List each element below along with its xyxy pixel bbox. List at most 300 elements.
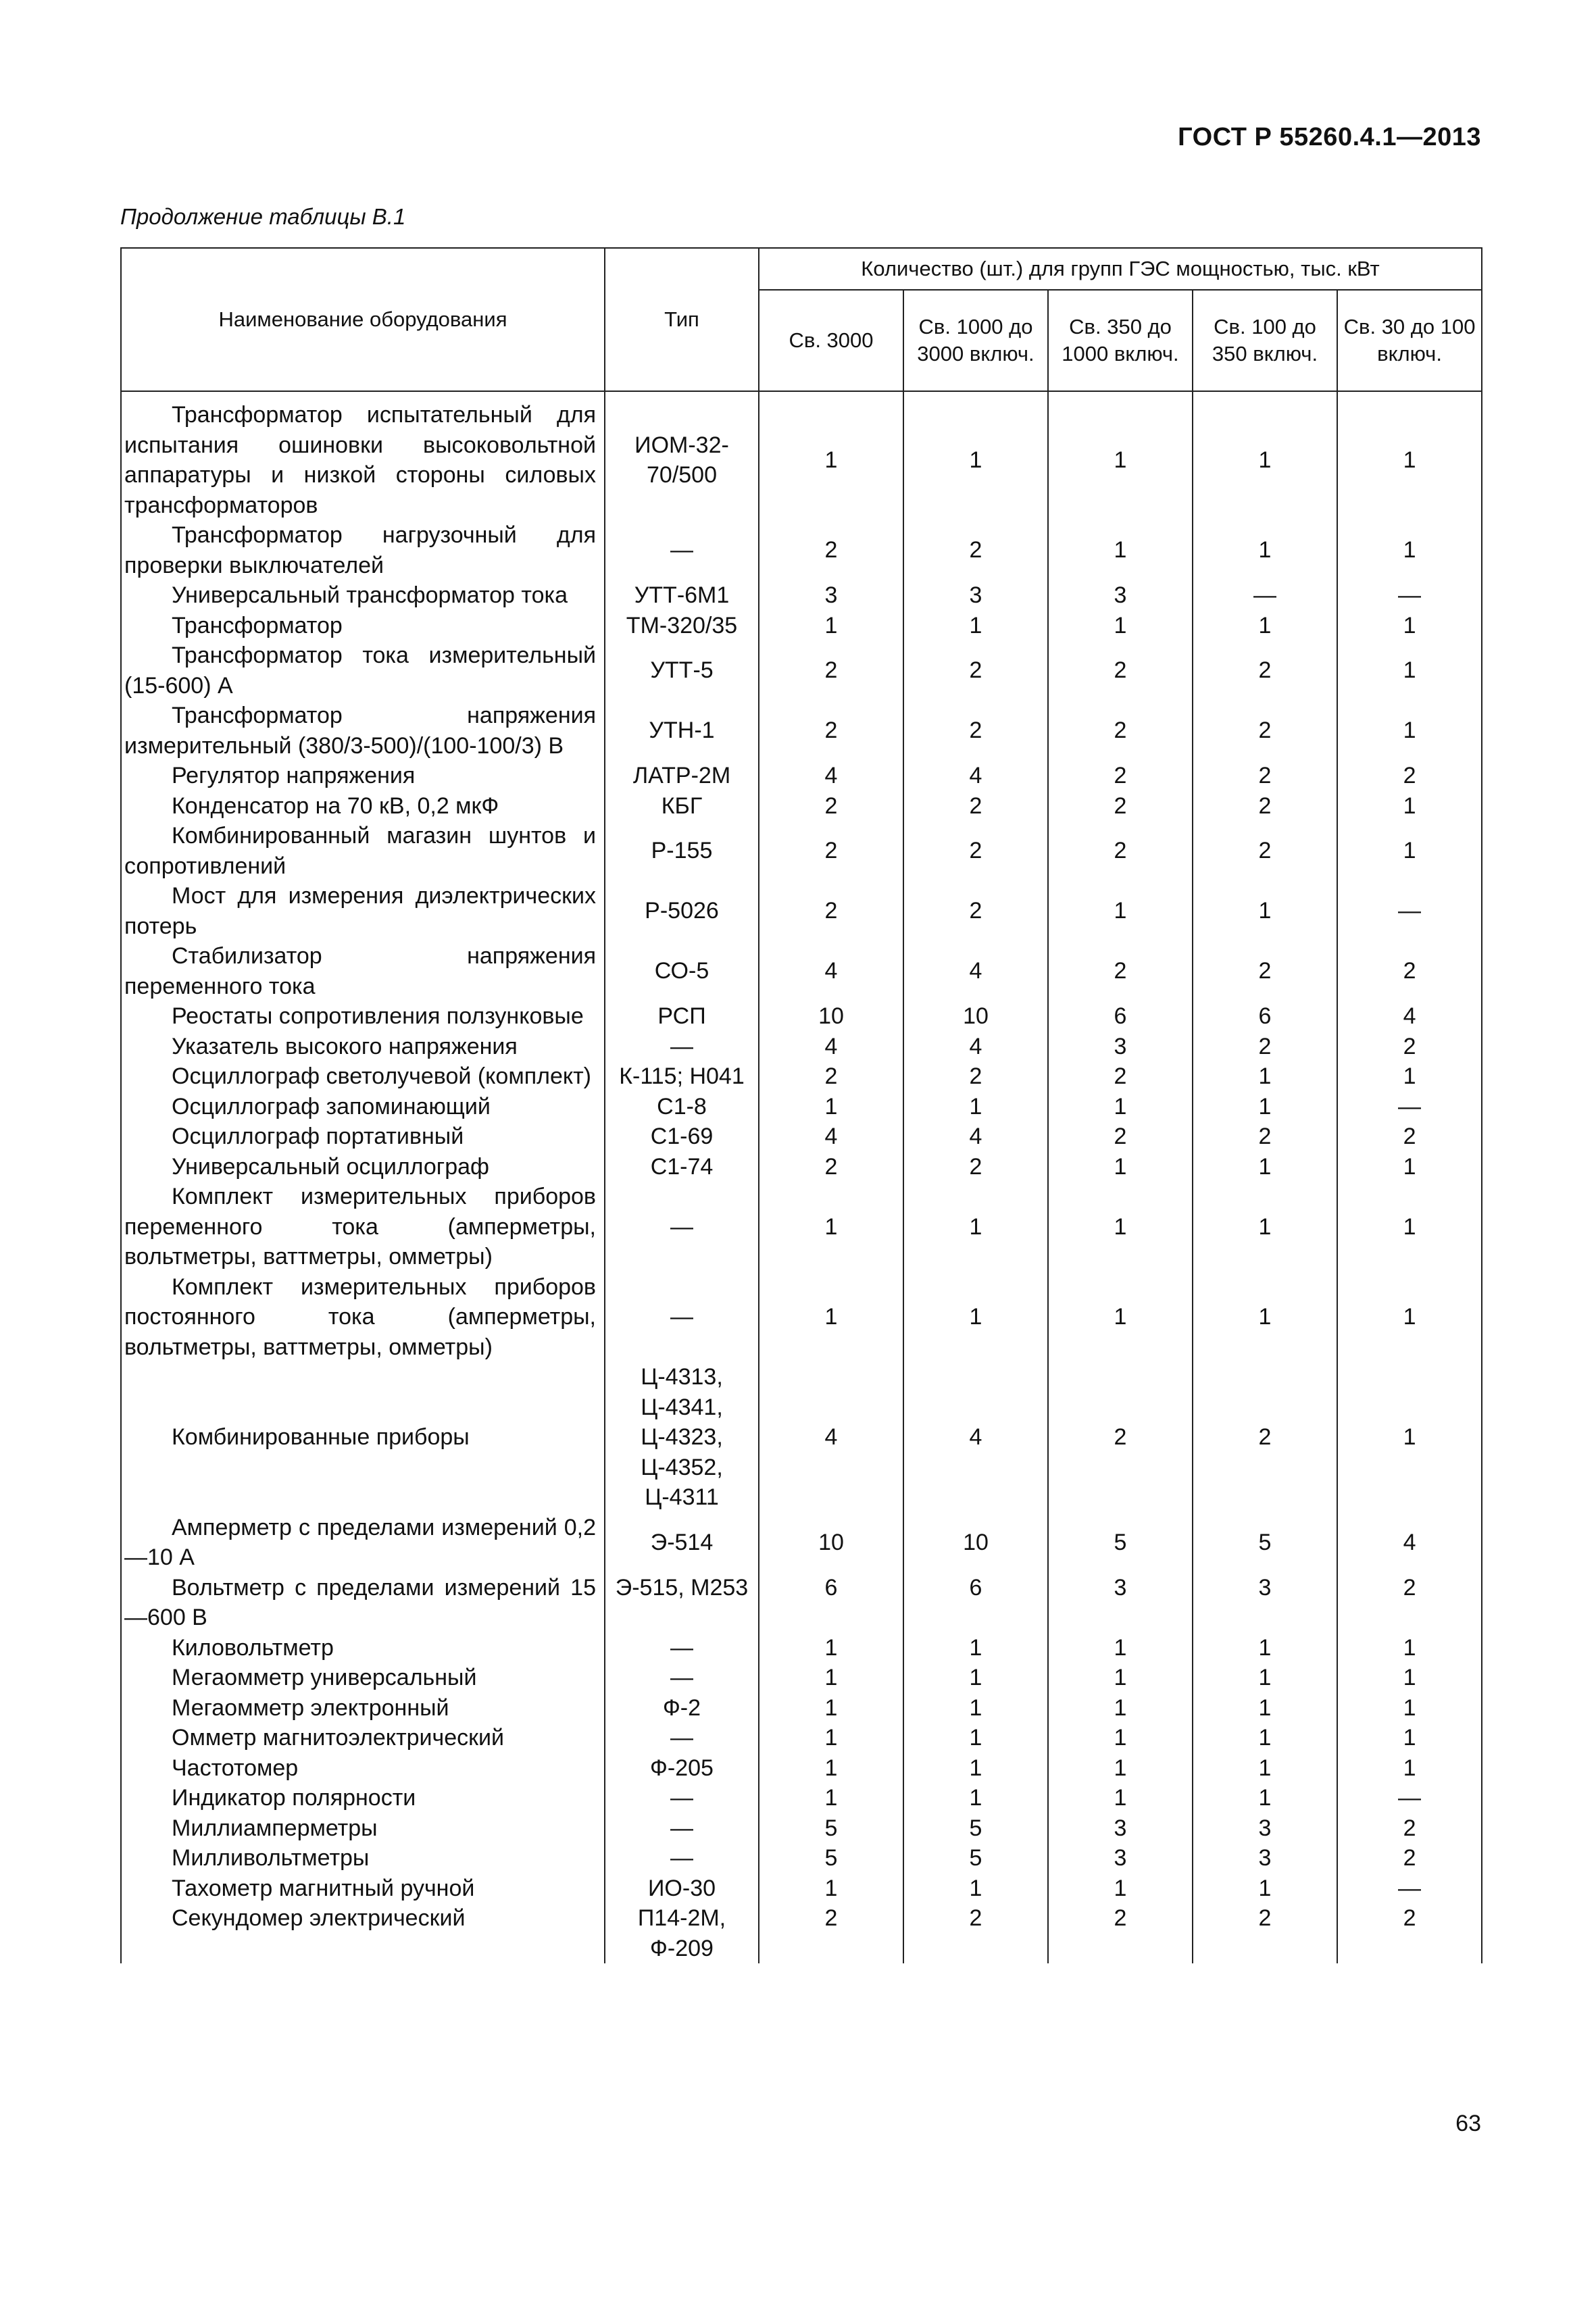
- equipment-name: Комплект измерительных приборов постоянного тока (амперметры, вольтметры, ваттметры, омметры): [124, 1274, 596, 1360]
- quantity-group-2: 2: [903, 1152, 1048, 1182]
- equipment-type: П14-2М, Ф-209: [605, 1903, 759, 1963]
- quantity-group-5: 2: [1337, 1843, 1482, 1873]
- equipment-name-cell: [121, 1843, 605, 1873]
- quantity-group-5: 1: [1337, 1753, 1482, 1784]
- equipment-type: Р-5026: [605, 881, 759, 941]
- quantity-group-3: 5: [1048, 1513, 1193, 1573]
- quantity-group-2: 1: [903, 1783, 1048, 1813]
- table-row: [121, 1272, 1482, 1363]
- equipment-name-cell: [121, 821, 605, 881]
- quantity-group-4: 1: [1193, 1092, 1337, 1122]
- quantity-group-2: 2: [903, 1903, 1048, 1963]
- equipment-name-cell: [121, 1061, 605, 1092]
- equipment-type: —: [605, 520, 759, 580]
- quantity-group-4: 1: [1193, 1783, 1337, 1813]
- quantity-group-2: 10: [903, 1001, 1048, 1032]
- quantity-group-4: 2: [1193, 791, 1337, 822]
- equipment-name-cell: [121, 1663, 605, 1693]
- equipment-name: Стабилизатор напряжения переменного тока: [124, 943, 596, 999]
- table-row: [121, 1753, 1482, 1784]
- subheader-group-4: Св. 100 до 350 включ.: [1193, 290, 1337, 391]
- quantity-group-2: 4: [903, 1032, 1048, 1062]
- page-number: 63: [1455, 2111, 1481, 2136]
- quantity-group-1: 2: [759, 701, 903, 761]
- quantity-group-1: 2: [759, 1152, 903, 1182]
- quantity-group-4: 2: [1193, 1122, 1337, 1152]
- quantity-group-1: 1: [759, 1633, 903, 1663]
- equipment-name-cell: [121, 640, 605, 701]
- quantity-group-4: —: [1193, 580, 1337, 611]
- equipment-type: ЛАТР-2М: [605, 761, 759, 791]
- quantity-group-3: 3: [1048, 1813, 1193, 1844]
- table-row: [121, 1723, 1482, 1753]
- quantity-group-5: —: [1337, 1092, 1482, 1122]
- equipment-name: Универсальный осциллограф: [172, 1153, 489, 1180]
- quantity-group-2: 5: [903, 1813, 1048, 1844]
- table-row: [121, 881, 1482, 941]
- equipment-type: Ф-2: [605, 1693, 759, 1724]
- column-header-name: Наименование оборудования: [121, 248, 605, 391]
- quantity-group-3: 1: [1048, 1873, 1193, 1904]
- quantity-group-3: 1: [1048, 1092, 1193, 1122]
- table-row: [121, 1843, 1482, 1873]
- quantity-group-3: 3: [1048, 1573, 1193, 1633]
- table-row: [121, 1122, 1482, 1152]
- equipment-name: Регулятор напряжения: [172, 763, 416, 788]
- quantity-group-1: 1: [759, 1873, 903, 1904]
- quantity-group-1: 2: [759, 881, 903, 941]
- quantity-group-2: 4: [903, 941, 1048, 1001]
- equipment-name: Трансформатор напряжения измерительный (380/3-500)/(100-100/3) В: [124, 703, 596, 759]
- equipment-name: Секундомер электрический: [172, 1905, 466, 1931]
- quantity-group-5: 1: [1337, 1272, 1482, 1363]
- quantity-group-5: 1: [1337, 400, 1482, 520]
- equipment-name: Мегаомметр электронный: [172, 1694, 449, 1721]
- subheader-group-2: Св. 1000 до 3000 включ.: [903, 290, 1048, 391]
- quantity-group-3: 1: [1048, 881, 1193, 941]
- quantity-group-1: 4: [759, 1122, 903, 1152]
- quantity-group-5: 1: [1337, 1362, 1482, 1513]
- table-row: [121, 1573, 1482, 1633]
- quantity-group-5: 2: [1337, 1573, 1482, 1633]
- quantity-group-5: 1: [1337, 1061, 1482, 1092]
- quantity-group-4: 1: [1193, 1663, 1337, 1693]
- table-row: [121, 1182, 1482, 1272]
- equipment-name-cell: [121, 1092, 605, 1122]
- quantity-group-1: 4: [759, 1032, 903, 1062]
- quantity-group-3: 2: [1048, 821, 1193, 881]
- quantity-group-1: 2: [759, 640, 903, 701]
- quantity-group-2: 1: [903, 611, 1048, 641]
- document-code: ГОСТ Р 55260.4.1—2013: [1178, 123, 1481, 151]
- quantity-group-5: 1: [1337, 821, 1482, 881]
- quantity-group-3: 2: [1048, 1362, 1193, 1513]
- subheader-group-1: Св. 3000: [759, 290, 903, 391]
- quantity-group-3: 2: [1048, 791, 1193, 822]
- quantity-group-1: 4: [759, 941, 903, 1001]
- quantity-group-1: 1: [759, 1182, 903, 1272]
- table-row: [121, 821, 1482, 881]
- table-row: [121, 1032, 1482, 1062]
- quantity-group-2: 2: [903, 821, 1048, 881]
- equipment-name-cell: [121, 1813, 605, 1844]
- equipment-name: Мост для измерения диэлектрических потерь: [124, 883, 596, 939]
- quantity-group-1: 2: [759, 1061, 903, 1092]
- equipment-name: Амперметр с пределами измерений 0,2—10 А: [124, 1514, 596, 1570]
- quantity-group-4: 2: [1193, 761, 1337, 791]
- quantity-group-3: 2: [1048, 1122, 1193, 1152]
- table-row: [121, 1061, 1482, 1092]
- equipment-name: Осциллограф светолучевой (комплект): [172, 1063, 591, 1089]
- equipment-name: Осциллограф портативный: [172, 1124, 464, 1149]
- table-row: [121, 640, 1482, 701]
- equipment-name: Универсальный трансформатор тока: [172, 582, 568, 608]
- quantity-group-4: 2: [1193, 701, 1337, 761]
- quantity-group-5: 1: [1337, 611, 1482, 641]
- equipment-type: —: [605, 1032, 759, 1062]
- equipment-name-cell: [121, 580, 605, 611]
- quantity-group-3: 3: [1048, 1843, 1193, 1873]
- equipment-name: Частотомер: [172, 1755, 299, 1781]
- equipment-name: Миллиамперметры: [172, 1815, 378, 1841]
- quantity-group-2: 1: [903, 400, 1048, 520]
- quantity-group-2: 5: [903, 1843, 1048, 1873]
- quantity-group-3: 2: [1048, 761, 1193, 791]
- quantity-group-4: 1: [1193, 520, 1337, 580]
- equipment-type: Ф-205: [605, 1753, 759, 1784]
- equipment-name-cell: [121, 791, 605, 822]
- quantity-group-3: 1: [1048, 1633, 1193, 1663]
- equipment-type: —: [605, 1182, 759, 1272]
- quantity-group-1: 2: [759, 1903, 903, 1963]
- table-row: [121, 1092, 1482, 1122]
- subheader-group-5: Св. 30 до 100 включ.: [1337, 290, 1482, 391]
- equipment-name-cell: [121, 1272, 605, 1363]
- quantity-group-1: 2: [759, 791, 903, 822]
- table-row: [121, 791, 1482, 822]
- quantity-group-4: 1: [1193, 1723, 1337, 1753]
- quantity-group-3: 1: [1048, 1693, 1193, 1724]
- table-row: [121, 1663, 1482, 1693]
- quantity-group-4: 1: [1193, 1873, 1337, 1904]
- quantity-group-1: 5: [759, 1843, 903, 1873]
- equipment-name-cell: [121, 1633, 605, 1663]
- quantity-group-3: 2: [1048, 701, 1193, 761]
- quantity-group-2: 2: [903, 640, 1048, 701]
- equipment-name: Конденсатор на 70 кВ, 0,2 мкФ: [172, 793, 499, 819]
- quantity-group-4: 5: [1193, 1513, 1337, 1573]
- quantity-group-4: 1: [1193, 611, 1337, 641]
- equipment-name-cell: [121, 1723, 605, 1753]
- equipment-type: КБГ: [605, 791, 759, 822]
- equipment-table: [120, 247, 1482, 1963]
- quantity-group-3: 2: [1048, 1903, 1193, 1963]
- quantity-group-4: 1: [1193, 1272, 1337, 1363]
- equipment-type: СО-5: [605, 941, 759, 1001]
- equipment-name-cell: [121, 1152, 605, 1182]
- equipment-name: Реостаты сопротивления ползунковые: [172, 1003, 584, 1029]
- quantity-group-2: 2: [903, 881, 1048, 941]
- table-row: [121, 1873, 1482, 1904]
- quantity-group-5: 1: [1337, 520, 1482, 580]
- quantity-group-2: 2: [903, 701, 1048, 761]
- equipment-type: Э-515, М253: [605, 1573, 759, 1633]
- equipment-type: УТТ-5: [605, 640, 759, 701]
- equipment-name: Индикатор полярности: [172, 1785, 416, 1811]
- quantity-group-3: 1: [1048, 1783, 1193, 1813]
- equipment-name: Комбинированные приборы: [172, 1424, 470, 1450]
- quantity-group-5: 1: [1337, 1723, 1482, 1753]
- quantity-group-3: 3: [1048, 580, 1193, 611]
- quantity-group-5: —: [1337, 580, 1482, 611]
- equipment-type: —: [605, 1813, 759, 1844]
- equipment-type: Ц-4313, Ц-4341, Ц-4323, Ц-4352, Ц-4311: [605, 1362, 759, 1513]
- quantity-group-1: 1: [759, 1092, 903, 1122]
- equipment-name-cell: [121, 701, 605, 761]
- quantity-group-4: 1: [1193, 400, 1337, 520]
- table-caption: Продолжение таблицы В.1: [120, 204, 406, 229]
- equipment-name: Трансформатор: [172, 612, 343, 638]
- quantity-group-4: 1: [1193, 1633, 1337, 1663]
- equipment-name-cell: [121, 1753, 605, 1784]
- quantity-group-5: —: [1337, 881, 1482, 941]
- quantity-group-2: 6: [903, 1573, 1048, 1633]
- quantity-group-1: 5: [759, 1813, 903, 1844]
- equipment-type: ИО-30: [605, 1873, 759, 1904]
- equipment-type: —: [605, 1783, 759, 1813]
- equipment-name-cell: [121, 1122, 605, 1152]
- table-row: [121, 1001, 1482, 1032]
- equipment-name-cell: [121, 1182, 605, 1272]
- equipment-name-cell: [121, 1513, 605, 1573]
- quantity-group-3: 1: [1048, 1152, 1193, 1182]
- quantity-group-3: 3: [1048, 1032, 1193, 1062]
- quantity-group-1: 1: [759, 1663, 903, 1693]
- quantity-group-2: 1: [903, 1753, 1048, 1784]
- quantity-group-2: 2: [903, 1061, 1048, 1092]
- quantity-group-1: 1: [759, 400, 903, 520]
- quantity-group-4: 3: [1193, 1813, 1337, 1844]
- quantity-group-5: 1: [1337, 1152, 1482, 1182]
- quantity-group-4: 1: [1193, 881, 1337, 941]
- table-row: [121, 520, 1482, 580]
- table-body: [121, 391, 1482, 1963]
- quantity-group-4: 1: [1193, 1152, 1337, 1182]
- equipment-name-cell: [121, 1032, 605, 1062]
- quantity-group-1: 3: [759, 580, 903, 611]
- quantity-group-3: 1: [1048, 1272, 1193, 1363]
- equipment-name: Указатель высокого напряжения: [172, 1033, 518, 1059]
- equipment-type: —: [605, 1272, 759, 1363]
- quantity-group-4: 6: [1193, 1001, 1337, 1032]
- quantity-group-5: 1: [1337, 1663, 1482, 1693]
- quantity-group-3: 2: [1048, 1061, 1193, 1092]
- quantity-group-1: 1: [759, 1783, 903, 1813]
- quantity-group-5: 1: [1337, 1693, 1482, 1724]
- equipment-name-cell: [121, 1573, 605, 1633]
- quantity-group-1: 1: [759, 1753, 903, 1784]
- table-row: [121, 1903, 1482, 1963]
- equipment-name: Комбинированный магазин шунтов и сопротивлений: [124, 823, 596, 879]
- quantity-group-1: 2: [759, 520, 903, 580]
- quantity-group-2: 4: [903, 761, 1048, 791]
- equipment-name-cell: [121, 1903, 605, 1963]
- equipment-name: Трансформатор тока измерительный (15-600) А: [124, 643, 596, 699]
- quantity-group-1: 1: [759, 1723, 903, 1753]
- quantity-group-2: 1: [903, 1693, 1048, 1724]
- equipment-name-cell: [121, 761, 605, 791]
- table-row: [121, 941, 1482, 1001]
- table-row: [121, 611, 1482, 641]
- equipment-type: Э-514: [605, 1513, 759, 1573]
- equipment-name: Осциллограф запоминающий: [172, 1093, 491, 1120]
- quantity-group-5: 4: [1337, 1513, 1482, 1573]
- table-row: [121, 1152, 1482, 1182]
- quantity-group-5: 1: [1337, 640, 1482, 701]
- quantity-group-3: 1: [1048, 520, 1193, 580]
- equipment-type: —: [605, 1633, 759, 1663]
- equipment-type: —: [605, 1843, 759, 1873]
- table-row: [121, 1813, 1482, 1844]
- quantity-group-1: 10: [759, 1513, 903, 1573]
- table-row: [121, 1362, 1482, 1513]
- subheader-group-3: Св. 350 до 1000 включ.: [1048, 290, 1193, 391]
- quantity-group-4: 1: [1193, 1061, 1337, 1092]
- table-row: [121, 1633, 1482, 1663]
- quantity-group-2: 1: [903, 1182, 1048, 1272]
- table-row: [121, 1693, 1482, 1724]
- quantity-group-5: 2: [1337, 941, 1482, 1001]
- equipment-name: Мегаомметр универсальный: [172, 1665, 477, 1690]
- equipment-name: Вольтметр с пределами измерений 15—600 В: [124, 1574, 596, 1630]
- equipment-name: Трансформатор испытательный для испытания ошиновки высоковольтной аппаратуры и низкой стороны силовых трансформаторов: [124, 402, 596, 518]
- quantity-group-2: 1: [903, 1272, 1048, 1363]
- equipment-name-cell: [121, 1693, 605, 1724]
- table-row: [121, 761, 1482, 791]
- quantity-group-3: 1: [1048, 1723, 1193, 1753]
- equipment-name-cell: [121, 400, 605, 520]
- quantity-group-5: 2: [1337, 1032, 1482, 1062]
- quantity-group-4: 2: [1193, 640, 1337, 701]
- equipment-name-cell: [121, 881, 605, 941]
- quantity-group-2: 2: [903, 520, 1048, 580]
- column-header-type: Тип: [605, 248, 759, 391]
- quantity-group-5: 1: [1337, 1182, 1482, 1272]
- table-row: [121, 701, 1482, 761]
- quantity-group-2: 1: [903, 1633, 1048, 1663]
- equipment-name-cell: [121, 1873, 605, 1904]
- quantity-group-2: 1: [903, 1873, 1048, 1904]
- quantity-group-4: 3: [1193, 1573, 1337, 1633]
- quantity-group-4: 2: [1193, 1362, 1337, 1513]
- quantity-group-1: 1: [759, 1693, 903, 1724]
- quantity-group-5: 2: [1337, 1122, 1482, 1152]
- table-row: [121, 1783, 1482, 1813]
- quantity-group-1: 2: [759, 821, 903, 881]
- quantity-group-4: 1: [1193, 1693, 1337, 1724]
- quantity-group-4: 2: [1193, 821, 1337, 881]
- equipment-name-cell: [121, 520, 605, 580]
- quantity-group-2: 4: [903, 1362, 1048, 1513]
- quantity-group-1: 10: [759, 1001, 903, 1032]
- quantity-group-3: 2: [1048, 640, 1193, 701]
- quantity-group-5: 2: [1337, 761, 1482, 791]
- quantity-group-1: 4: [759, 1362, 903, 1513]
- equipment-type: С1-8: [605, 1092, 759, 1122]
- quantity-group-2: 3: [903, 580, 1048, 611]
- quantity-group-5: 1: [1337, 791, 1482, 822]
- equipment-name-cell: [121, 1362, 605, 1513]
- equipment-name-cell: [121, 1001, 605, 1032]
- quantity-group-4: 2: [1193, 1903, 1337, 1963]
- quantity-group-3: 6: [1048, 1001, 1193, 1032]
- equipment-type: —: [605, 1723, 759, 1753]
- quantity-group-3: 2: [1048, 941, 1193, 1001]
- equipment-name: Омметр магнитоэлектрический: [172, 1725, 505, 1751]
- quantity-group-5: —: [1337, 1873, 1482, 1904]
- equipment-name: Киловольтметр: [172, 1634, 334, 1661]
- table-row: [121, 1513, 1482, 1573]
- column-header-quantity-group: Количество (шт.) для групп ГЭС мощностью, тыс. кВт: [759, 248, 1482, 290]
- equipment-type: Р-155: [605, 821, 759, 881]
- equipment-name-cell: [121, 941, 605, 1001]
- equipment-name-cell: [121, 1783, 605, 1813]
- equipment-type: УТН-1: [605, 701, 759, 761]
- quantity-group-5: —: [1337, 1783, 1482, 1813]
- equipment-name: Трансформатор нагрузочный для проверки выключателей: [124, 522, 596, 578]
- quantity-group-2: 2: [903, 791, 1048, 822]
- equipment-type: С1-74: [605, 1152, 759, 1182]
- quantity-group-2: 10: [903, 1513, 1048, 1573]
- quantity-group-3: 1: [1048, 400, 1193, 520]
- quantity-group-5: 2: [1337, 1903, 1482, 1963]
- quantity-group-1: 1: [759, 611, 903, 641]
- quantity-group-5: 4: [1337, 1001, 1482, 1032]
- equipment-type: С1-69: [605, 1122, 759, 1152]
- quantity-group-4: 3: [1193, 1843, 1337, 1873]
- equipment-type: ИОМ-32-70/500: [605, 400, 759, 520]
- quantity-group-1: 4: [759, 761, 903, 791]
- quantity-group-2: 1: [903, 1723, 1048, 1753]
- quantity-group-3: 1: [1048, 1182, 1193, 1272]
- quantity-group-4: 2: [1193, 941, 1337, 1001]
- quantity-group-2: 1: [903, 1663, 1048, 1693]
- quantity-group-5: 2: [1337, 1813, 1482, 1844]
- equipment-name-cell: [121, 611, 605, 641]
- quantity-group-4: 2: [1193, 1032, 1337, 1062]
- quantity-group-2: 4: [903, 1122, 1048, 1152]
- equipment-type: ТМ-320/35: [605, 611, 759, 641]
- quantity-group-3: 1: [1048, 1663, 1193, 1693]
- equipment-type: —: [605, 1663, 759, 1693]
- quantity-group-3: 1: [1048, 611, 1193, 641]
- quantity-group-1: 6: [759, 1573, 903, 1633]
- quantity-group-5: 1: [1337, 1633, 1482, 1663]
- equipment-name: Милливольтметры: [172, 1845, 370, 1871]
- quantity-group-1: 1: [759, 1272, 903, 1363]
- table-row: [121, 400, 1482, 520]
- equipment-name: Тахометр магнитный ручной: [172, 1875, 475, 1901]
- quantity-group-4: 1: [1193, 1753, 1337, 1784]
- table-row: [121, 580, 1482, 611]
- quantity-group-4: 1: [1193, 1182, 1337, 1272]
- equipment-type: УТТ-6М1: [605, 580, 759, 611]
- quantity-group-2: 1: [903, 1092, 1048, 1122]
- equipment-type: РСП: [605, 1001, 759, 1032]
- quantity-group-3: 1: [1048, 1753, 1193, 1784]
- equipment-type: К-115; Н041: [605, 1061, 759, 1092]
- equipment-name: Комплект измерительных приборов переменного тока (амперметры, вольтметры, ваттметры, омметры): [124, 1184, 596, 1269]
